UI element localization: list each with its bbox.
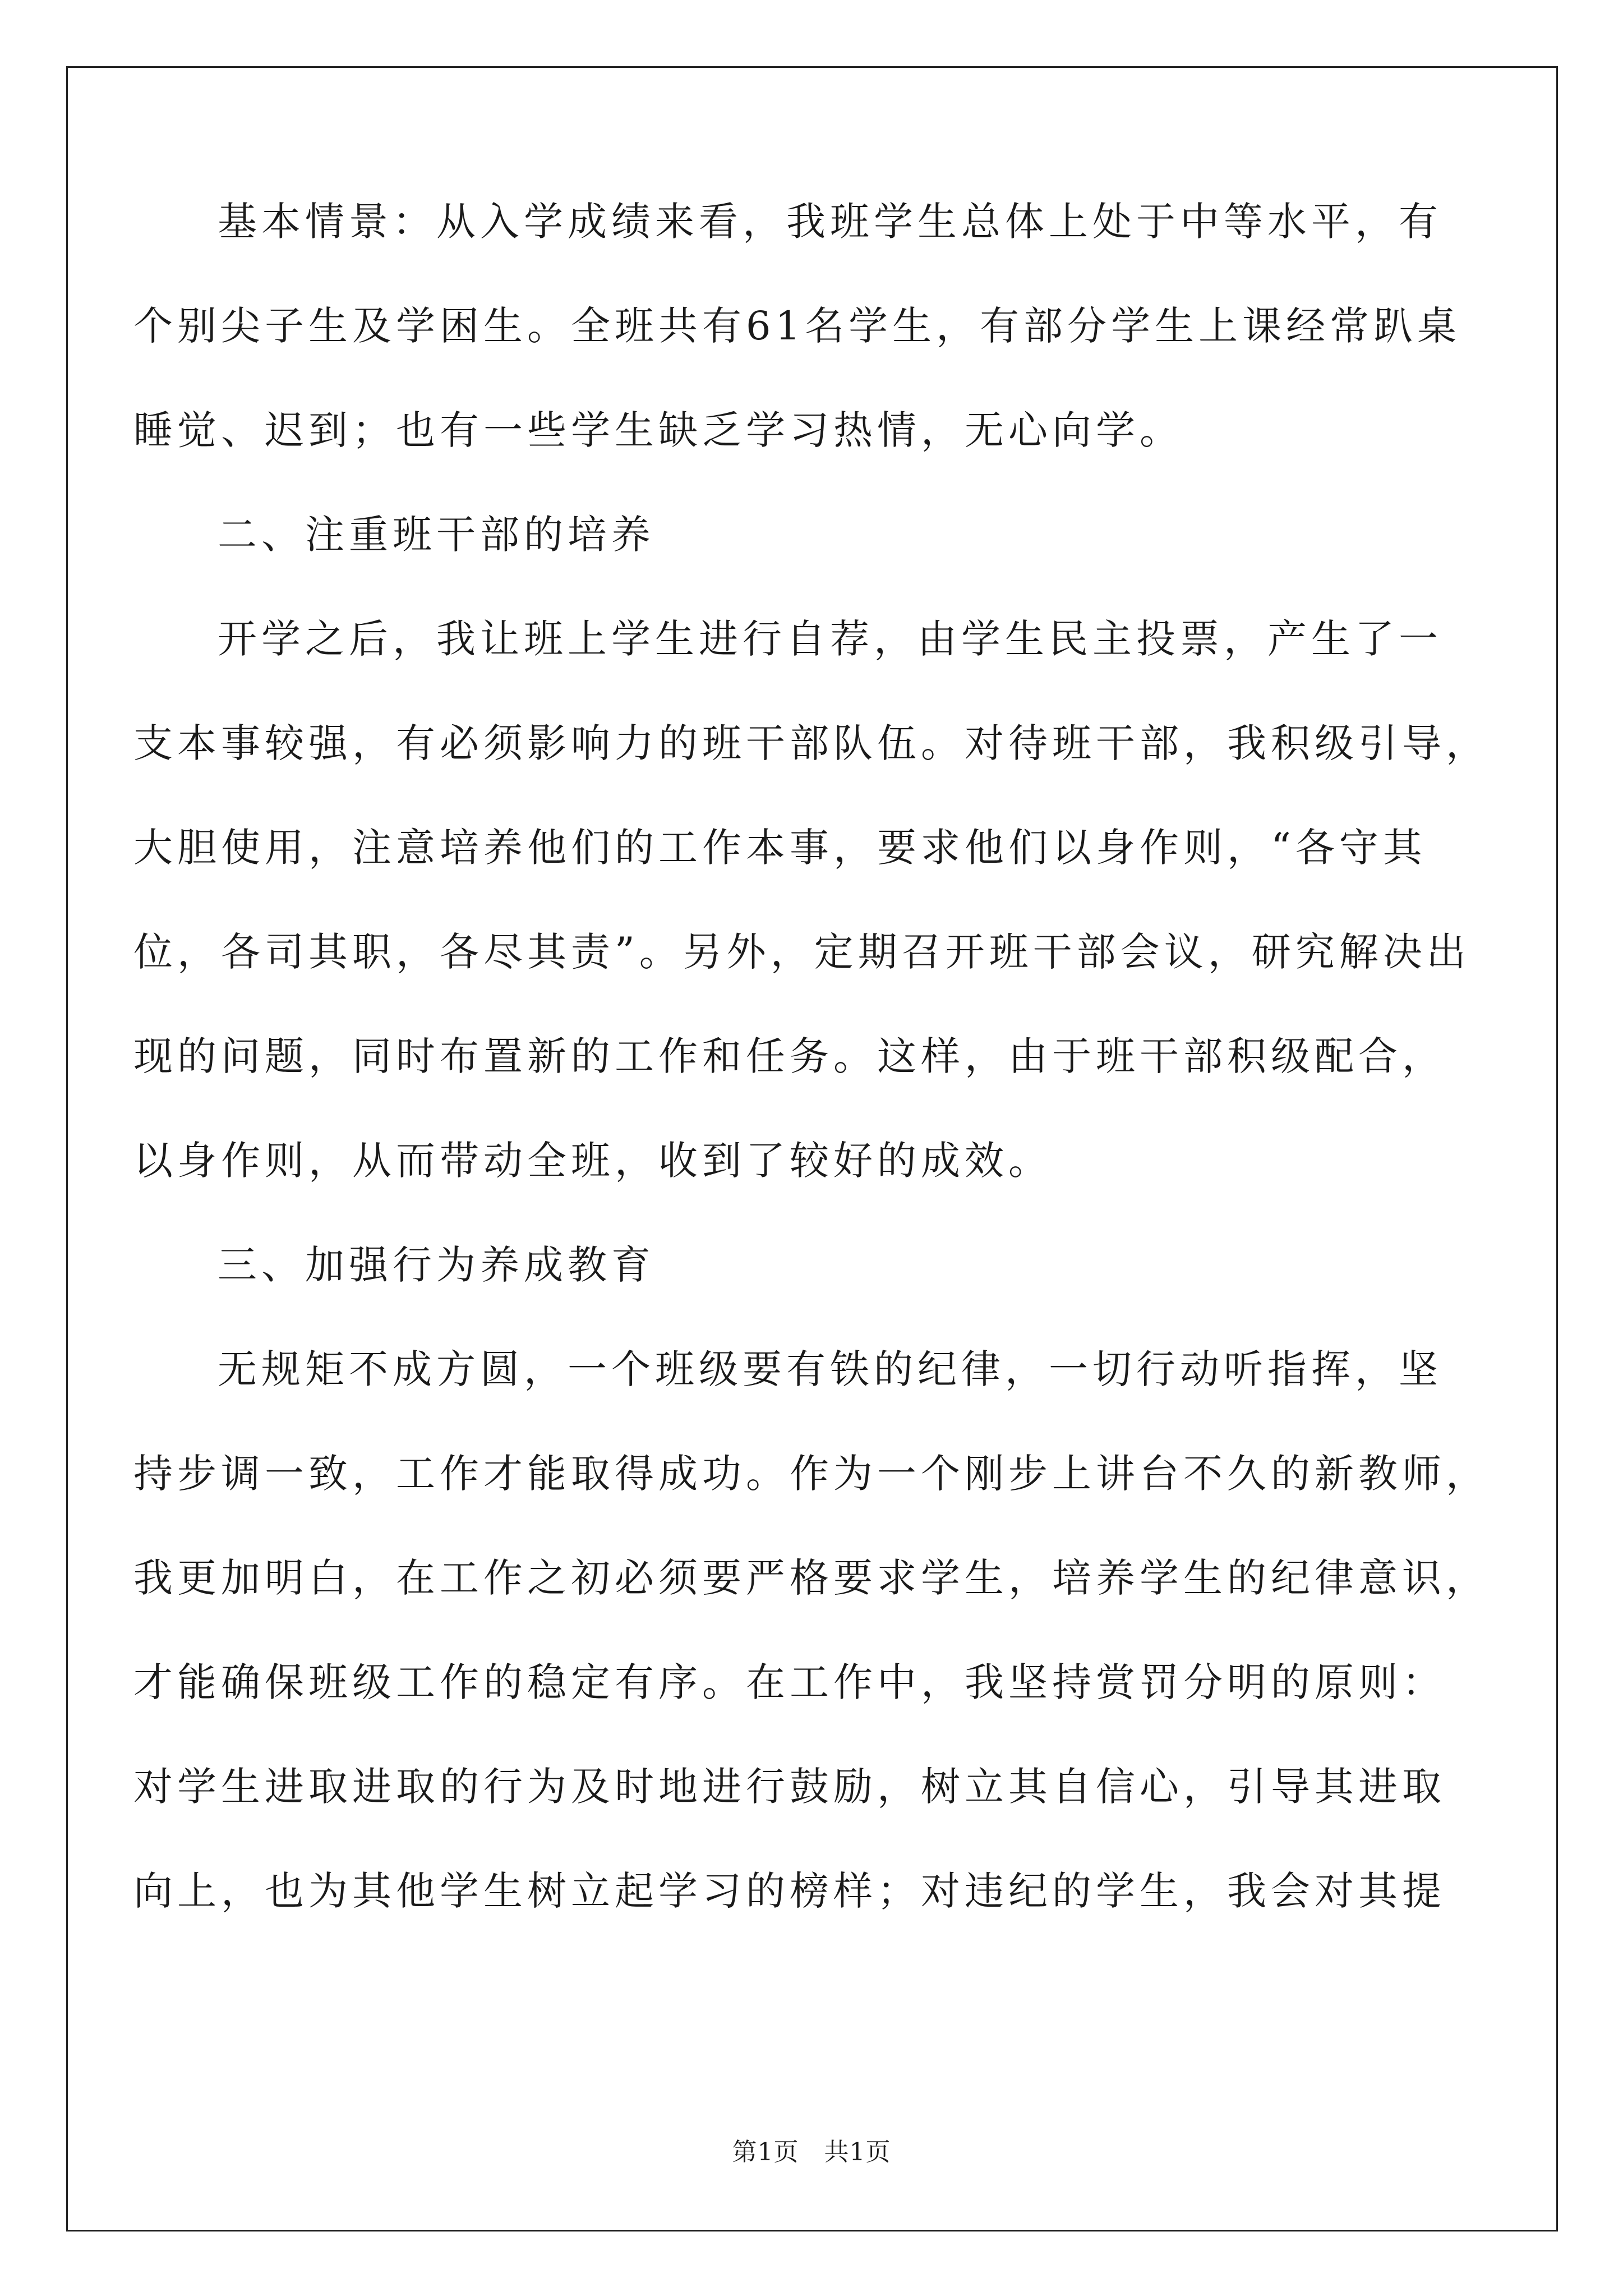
paragraph-line: 向上，也为其他学生树立起学习的榜样；对违纪的学生，我会对其提 [133, 1868, 1446, 1914]
paragraph-line: 才能确保班级工作的稳定有序。在工作中，我坚持赏罚分明的原则： [133, 1659, 1446, 1705]
document-body [133, 199, 1491, 1976]
paragraph-line: 持步调一致，工作才能取得成功。作为一个刚步上讲台不久的新教师， [133, 1451, 1490, 1497]
paragraph-line: 睡觉、迟到；也有一些学生缺乏学习热情，无心向学。 [133, 407, 1183, 453]
paragraph-line: 开学之后，我让班上学生进行自荐，由学生民主投票，产生了一 [218, 616, 1442, 662]
paragraph-line: 无规矩不成方圆，一个班级要有铁的纪律，一切行动听指挥，坚 [218, 1346, 1442, 1392]
paragraph-line: 对学生进取进取的行为及时地进行鼓励，树立其自信心，引导其进取 [133, 1764, 1446, 1810]
paragraph-line: 现的问题，同时布置新的工作和任务。这样，由于班干部积级配合， [133, 1033, 1446, 1079]
paragraph-line: 以身作则，从而带动全班，收到了较好的成效。 [133, 1138, 1052, 1184]
paragraph-line: 基本情景：从入学成绩来看，我班学生总体上处于中等水平，有 [218, 199, 1442, 245]
paragraph-line: 个别尖子生及学困生。全班共有61名学生，有部分学生上课经常趴桌 [133, 303, 1461, 349]
paragraph-line: 大胆使用，注意培养他们的工作本事，要求他们以身作则，“各守其 [133, 825, 1427, 871]
section-heading: 三、加强行为养成教育 [218, 1242, 655, 1288]
paragraph-line: 我更加明白，在工作之初必须要严格要求学生，培养学生的纪律意识， [133, 1555, 1490, 1601]
section-heading: 二、注重班干部的培养 [218, 512, 655, 558]
page-number-footer: 第1页 共1页 [732, 2138, 891, 2166]
paragraph-line: 支本事较强，有必须影响力的班干部队伍。对待班干部，我积级引导， [133, 720, 1490, 766]
paragraph-line: 位，各司其职，各尽其责”。另外，定期召开班干部会议，研究解决出 [133, 929, 1470, 975]
